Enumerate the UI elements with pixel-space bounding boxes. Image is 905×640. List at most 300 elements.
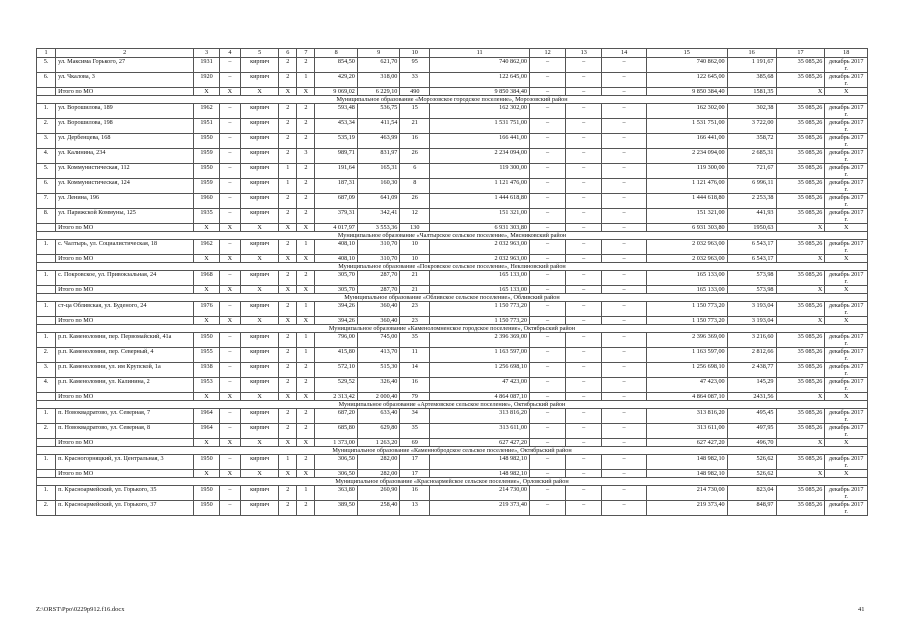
municipality-title: Муниципальное образование «Морозовское городское поселение», Морозовский район	[37, 96, 868, 104]
table-cell: 342,41	[357, 209, 400, 224]
table-cell: 379,31	[315, 209, 358, 224]
table-cell: кирпич	[241, 58, 279, 73]
table-cell: 35 085,26	[776, 271, 825, 286]
address-cell: п. Новоквадратово, ул. Северная, 8	[56, 424, 194, 439]
address-cell: Итого по МО	[56, 470, 194, 478]
table-cell: 5.	[37, 164, 56, 179]
table-cell: –	[602, 501, 647, 516]
table-cell: кирпич	[241, 209, 279, 224]
table-cell	[37, 439, 56, 447]
table-cell: 2	[279, 271, 297, 286]
address-cell: п. Красноармейский, ул. Горького, 37	[56, 501, 194, 516]
table-cell: –	[602, 73, 647, 88]
address-cell: ул. Ленина, 196	[56, 194, 194, 209]
table-cell: 2 234 094,00	[646, 149, 727, 164]
table-cell: 313 816,20	[430, 409, 530, 424]
building-row	[37, 134, 868, 149]
table-cell: X	[776, 470, 825, 478]
address-cell: Итого по МО	[56, 393, 194, 401]
table-cell	[37, 224, 56, 232]
column-number-cell: 5	[241, 49, 279, 58]
table-cell: X	[279, 255, 297, 263]
address-cell: п. Красногорняцкий, ул. Центральная, 3	[56, 455, 194, 470]
table-cell: 1.	[37, 240, 56, 255]
table-cell: –	[602, 209, 647, 224]
table-cell: 627 427,20	[646, 439, 727, 447]
table-cell: 8	[400, 179, 430, 194]
table-cell: 1 150 773,20	[646, 302, 727, 317]
table-cell: –	[530, 104, 566, 119]
address-cell: ул. Дербенцева, 168	[56, 134, 194, 149]
table-cell: 2	[297, 134, 315, 149]
table-cell: 1 444 618,80	[430, 194, 530, 209]
building-row	[37, 424, 868, 439]
building-row	[37, 455, 868, 470]
table-cell: –	[566, 255, 602, 263]
table-cell: –	[566, 271, 602, 286]
table-cell: –	[566, 134, 602, 149]
table-cell: –	[602, 424, 647, 439]
table-cell: 1	[279, 179, 297, 194]
table-cell: кирпич	[241, 486, 279, 501]
building-row	[37, 209, 868, 224]
table-cell: кирпич	[241, 348, 279, 363]
table-cell: 536,75	[357, 104, 400, 119]
table-cell: 4 864 087,10	[430, 393, 530, 401]
table-cell: 35 085,26	[776, 378, 825, 393]
municipality-section-row	[37, 232, 868, 240]
table-cell: X	[825, 224, 868, 232]
table-cell: 130	[400, 224, 430, 232]
address-cell: п. Новоквадратово, ул. Северная, 7	[56, 409, 194, 424]
table-cell: 1 121 476,00	[646, 179, 727, 194]
table-cell: 6 543,17	[727, 240, 776, 255]
table-cell: X	[825, 88, 868, 96]
table-cell: 989,71	[315, 149, 358, 164]
address-cell: Итого по МО	[56, 286, 194, 294]
table-cell: декабрь 2017 г.	[825, 424, 868, 439]
table-cell: 2 438,77	[727, 363, 776, 378]
table-cell: 2	[297, 455, 315, 470]
table-cell: 1950	[194, 134, 220, 149]
address-cell: р.п. Каменоломни, ул. Калинина, 2	[56, 378, 194, 393]
table-cell: X	[776, 224, 825, 232]
table-cell: 358,72	[727, 134, 776, 149]
municipality-section-row	[37, 478, 868, 486]
column-number-cell: 1	[37, 49, 56, 58]
table-cell: X	[279, 439, 297, 447]
table-cell: 35 085,26	[776, 179, 825, 194]
table-cell: 214 730,00	[646, 486, 727, 501]
column-number-cell: 11	[430, 49, 530, 58]
table-cell: 2	[297, 363, 315, 378]
table-cell: –	[219, 179, 240, 194]
column-number-cell: 4	[219, 49, 240, 58]
table-cell: декабрь 2017 г.	[825, 149, 868, 164]
table-cell: кирпич	[241, 333, 279, 348]
table-cell: 21	[400, 119, 430, 134]
table-cell: кирпич	[241, 363, 279, 378]
table-cell: кирпич	[241, 119, 279, 134]
table-cell: –	[530, 348, 566, 363]
table-cell: 463,99	[357, 134, 400, 149]
table-cell: –	[602, 363, 647, 378]
table-cell: кирпич	[241, 378, 279, 393]
table-cell: 6.	[37, 179, 56, 194]
table-cell: 2	[279, 104, 297, 119]
table-cell: –	[566, 302, 602, 317]
table-cell: 35 085,26	[776, 119, 825, 134]
table-cell: X	[219, 255, 240, 263]
table-cell: 23	[400, 317, 430, 325]
table-cell: 1	[279, 164, 297, 179]
table-cell: X	[825, 439, 868, 447]
table-cell: –	[566, 104, 602, 119]
table-cell: 35 085,26	[776, 348, 825, 363]
table-cell: X	[297, 255, 315, 263]
table-cell: 1 163 597,00	[646, 348, 727, 363]
table-cell: декабрь 2017 г.	[825, 302, 868, 317]
table-cell: 3 193,04	[727, 317, 776, 325]
table-cell: 1	[297, 486, 315, 501]
table-cell: 35 085,26	[776, 58, 825, 73]
table-cell: 1 531 751,00	[646, 119, 727, 134]
building-row	[37, 348, 868, 363]
table-cell: 497,95	[727, 424, 776, 439]
table-cell: кирпич	[241, 302, 279, 317]
table-cell: 2	[297, 104, 315, 119]
table-cell: 1 373,00	[315, 439, 358, 447]
table-cell: 305,70	[315, 271, 358, 286]
table-cell: 2 032 963,00	[430, 240, 530, 255]
table-cell: 3 722,00	[727, 119, 776, 134]
table-cell: 162 302,00	[646, 104, 727, 119]
table-cell: 2	[279, 240, 297, 255]
table-cell: 685,80	[315, 424, 358, 439]
table-cell: 6.	[37, 73, 56, 88]
table-cell: X	[279, 286, 297, 294]
table-cell: 360,40	[357, 302, 400, 317]
table-cell: кирпич	[241, 164, 279, 179]
table-cell: 1.	[37, 104, 56, 119]
building-row	[37, 179, 868, 194]
table-cell: –	[602, 149, 647, 164]
building-row	[37, 119, 868, 134]
table-cell: 2 396 369,00	[646, 333, 727, 348]
table-cell: –	[530, 179, 566, 194]
table-cell: –	[219, 333, 240, 348]
table-cell: 2.	[37, 501, 56, 516]
subtotal-row	[37, 255, 868, 263]
table-cell: X	[194, 317, 220, 325]
building-row	[37, 240, 868, 255]
table-cell: –	[602, 302, 647, 317]
table-cell: 535,19	[315, 134, 358, 149]
table-cell: –	[530, 271, 566, 286]
table-cell: кирпич	[241, 194, 279, 209]
table-cell: 1950	[194, 486, 220, 501]
address-cell: р.п. Каменоломни, ул. им Крупской, 1а	[56, 363, 194, 378]
table-cell: 415,80	[315, 348, 358, 363]
table-cell: 1938	[194, 363, 220, 378]
table-cell: 1951	[194, 119, 220, 134]
table-cell: –	[530, 73, 566, 88]
table-cell: 1955	[194, 348, 220, 363]
table-cell: 848,97	[727, 501, 776, 516]
table-cell: 2	[279, 209, 297, 224]
table-cell: 429,20	[315, 73, 358, 88]
subtotal-row	[37, 286, 868, 294]
table-cell: X	[279, 224, 297, 232]
table-cell: –	[602, 271, 647, 286]
table-cell: –	[602, 348, 647, 363]
table-cell: 633,40	[357, 409, 400, 424]
address-cell: р.п. Каменоломни, пер. Первомайский, 41а	[56, 333, 194, 348]
column-number-cell: 12	[530, 49, 566, 58]
table-cell: 2.	[37, 119, 56, 134]
table-cell: –	[566, 88, 602, 96]
table-cell: декабрь 2017 г.	[825, 501, 868, 516]
table-cell: X	[776, 286, 825, 294]
table-cell: 3 553,36	[357, 224, 400, 232]
table-cell: 6 229,10	[357, 88, 400, 96]
table-cell: 621,70	[357, 58, 400, 73]
table-cell: 35 085,26	[776, 240, 825, 255]
table-cell: 1 263,20	[357, 439, 400, 447]
building-row	[37, 149, 868, 164]
table-cell: декабрь 2017 г.	[825, 164, 868, 179]
table-cell: –	[219, 134, 240, 149]
table-cell: –	[219, 302, 240, 317]
table-cell: –	[602, 255, 647, 263]
table-cell: кирпич	[241, 149, 279, 164]
table-cell: –	[566, 455, 602, 470]
table-cell: 2	[297, 501, 315, 516]
table-cell: декабрь 2017 г.	[825, 409, 868, 424]
table-cell: 6 996,11	[727, 179, 776, 194]
table-cell: X	[297, 317, 315, 325]
building-row	[37, 486, 868, 501]
table-cell: 1	[297, 240, 315, 255]
municipality-title: Муниципальное образование «Обливское сельское поселение», Обливский район	[37, 294, 868, 302]
table-cell: –	[566, 317, 602, 325]
table-cell: 2	[297, 58, 315, 73]
table-cell: 287,70	[357, 271, 400, 286]
table-cell: –	[530, 486, 566, 501]
table-cell: 35 085,26	[776, 73, 825, 88]
table-cell: 13	[400, 501, 430, 516]
table-cell: X	[297, 470, 315, 478]
table-cell: 145,29	[727, 378, 776, 393]
table-cell: 627 427,20	[430, 439, 530, 447]
table-cell: –	[530, 164, 566, 179]
table-cell: декабрь 2017 г.	[825, 194, 868, 209]
building-row	[37, 73, 868, 88]
table-cell: –	[602, 240, 647, 255]
table-cell: –	[566, 486, 602, 501]
subtotal-row	[37, 317, 868, 325]
column-number-cell: 15	[646, 49, 727, 58]
table-cell: 1962	[194, 240, 220, 255]
table-cell: –	[219, 119, 240, 134]
table-cell: 1960	[194, 194, 220, 209]
building-row	[37, 363, 868, 378]
table-cell: 10	[400, 255, 430, 263]
address-cell: ул. Ворошилова, 198	[56, 119, 194, 134]
table-cell: 151 321,00	[430, 209, 530, 224]
table-cell: –	[602, 134, 647, 149]
building-row	[37, 302, 868, 317]
table-cell: X	[241, 470, 279, 478]
column-number-cell: 18	[825, 49, 868, 58]
table-cell: 1581,35	[727, 88, 776, 96]
table-cell: 1959	[194, 179, 220, 194]
table-cell: 21	[400, 271, 430, 286]
municipality-section-row	[37, 325, 868, 333]
table-cell: –	[566, 409, 602, 424]
column-number-cell: 3	[194, 49, 220, 58]
table-cell: –	[602, 58, 647, 73]
municipality-title: Муниципальное образование «Артемовское сельское поселение», Октябрьский район	[37, 401, 868, 409]
table-cell: –	[219, 378, 240, 393]
table-cell: X	[776, 439, 825, 447]
table-cell: 2	[279, 119, 297, 134]
table-cell: 310,70	[357, 255, 400, 263]
table-cell: X	[219, 393, 240, 401]
table-cell: кирпич	[241, 73, 279, 88]
table-cell: –	[566, 501, 602, 516]
subtotal-row	[37, 224, 868, 232]
table-cell: –	[566, 224, 602, 232]
table-cell: –	[219, 104, 240, 119]
table-cell: 413,70	[357, 348, 400, 363]
table-cell: –	[566, 164, 602, 179]
table-cell: 9 850 384,40	[430, 88, 530, 96]
table-cell: –	[566, 363, 602, 378]
table-cell: 305,70	[315, 286, 358, 294]
table-cell: 166 441,00	[646, 134, 727, 149]
table-cell: 1950	[194, 501, 220, 516]
table-cell: 35	[400, 333, 430, 348]
table-cell: –	[602, 470, 647, 478]
table-cell: X	[241, 317, 279, 325]
table-cell: 496,70	[727, 439, 776, 447]
table-cell: –	[219, 209, 240, 224]
table-cell: –	[219, 73, 240, 88]
address-cell: ул. Коммунистическая, 112	[56, 164, 194, 179]
building-row	[37, 271, 868, 286]
municipality-title: Муниципальное образование «Каменоломненское городское поселение», Октябрьский район	[37, 325, 868, 333]
table-cell: –	[219, 240, 240, 255]
table-cell: 35 085,26	[776, 409, 825, 424]
municipality-title: Муниципальное образование «Чалтырское сельское поселение», Мясниковский район	[37, 232, 868, 240]
table-cell: 2	[279, 134, 297, 149]
table-cell: 2 812,66	[727, 348, 776, 363]
table-cell: 162 302,00	[430, 104, 530, 119]
table-cell: 16	[400, 134, 430, 149]
table-cell: 2	[279, 486, 297, 501]
table-cell: –	[530, 88, 566, 96]
table-cell: 796,00	[315, 333, 358, 348]
table-cell: 95	[400, 58, 430, 73]
table-cell: X	[297, 393, 315, 401]
table-cell: 165 133,00	[430, 286, 530, 294]
table-cell: –	[219, 455, 240, 470]
address-cell: ул. Максима Горького, 27	[56, 58, 194, 73]
table-cell: 2 000,40	[357, 393, 400, 401]
table-cell: 35 085,26	[776, 194, 825, 209]
municipality-title: Муниципальное образование «Красноармейское сельское поселение», Орловский район	[37, 478, 868, 486]
table-cell: 2	[279, 58, 297, 73]
table-cell: 318,00	[357, 73, 400, 88]
table-cell: X	[297, 224, 315, 232]
table-cell: 35 085,26	[776, 134, 825, 149]
table-cell: 1950	[194, 164, 220, 179]
table-cell: –	[219, 348, 240, 363]
table-cell: –	[530, 240, 566, 255]
table-cell	[37, 317, 56, 325]
table-cell: 1962	[194, 104, 220, 119]
table-cell: 515,30	[357, 363, 400, 378]
building-row	[37, 104, 868, 119]
table-cell: 2	[279, 149, 297, 164]
table-cell: 306,50	[315, 455, 358, 470]
table-cell: 1 444 618,80	[646, 194, 727, 209]
table-cell: 453,34	[315, 119, 358, 134]
table-cell: 2	[279, 409, 297, 424]
table-cell: 1 191,67	[727, 58, 776, 73]
table-cell: кирпич	[241, 271, 279, 286]
table-cell: 4 864 087,10	[646, 393, 727, 401]
table-cell: –	[530, 149, 566, 164]
table-cell: декабрь 2017 г.	[825, 209, 868, 224]
address-cell: п. Красноармейский, ул. Горького, 35	[56, 486, 194, 501]
table-cell: 23	[400, 302, 430, 317]
table-cell: 26	[400, 194, 430, 209]
table-cell: 35	[400, 424, 430, 439]
table-cell: 11	[400, 348, 430, 363]
table-cell: –	[566, 119, 602, 134]
column-number-cell: 14	[602, 49, 647, 58]
table-cell: 148 982,10	[646, 455, 727, 470]
table-cell: 2 234 094,00	[430, 149, 530, 164]
table-cell: –	[530, 439, 566, 447]
table-cell: 2 032 963,00	[430, 255, 530, 263]
table-cell: 35 085,26	[776, 501, 825, 516]
table-cell: 1 150 773,20	[430, 317, 530, 325]
table-cell: –	[530, 470, 566, 478]
table-cell: –	[602, 119, 647, 134]
table-cell: 2	[297, 179, 315, 194]
table-cell: 35 085,26	[776, 209, 825, 224]
table-cell: –	[602, 409, 647, 424]
table-cell: 119 300,00	[646, 164, 727, 179]
table-cell: 385,68	[727, 73, 776, 88]
table-cell: 2 032 963,00	[646, 255, 727, 263]
table-cell: 629,80	[357, 424, 400, 439]
table-cell: 219 373,40	[646, 501, 727, 516]
table-cell: 119 300,00	[430, 164, 530, 179]
table-cell: X	[219, 286, 240, 294]
table-cell: 2 685,31	[727, 149, 776, 164]
table-cell: 12	[400, 209, 430, 224]
table-cell: 15	[400, 104, 430, 119]
municipality-title: Муниципальное образование «Каменнобродское сельское поселение», Октябрьский район	[37, 447, 868, 455]
table-cell: 282,00	[357, 455, 400, 470]
table-cell: декабрь 2017 г.	[825, 486, 868, 501]
table-cell: 26	[400, 149, 430, 164]
table-cell	[37, 88, 56, 96]
